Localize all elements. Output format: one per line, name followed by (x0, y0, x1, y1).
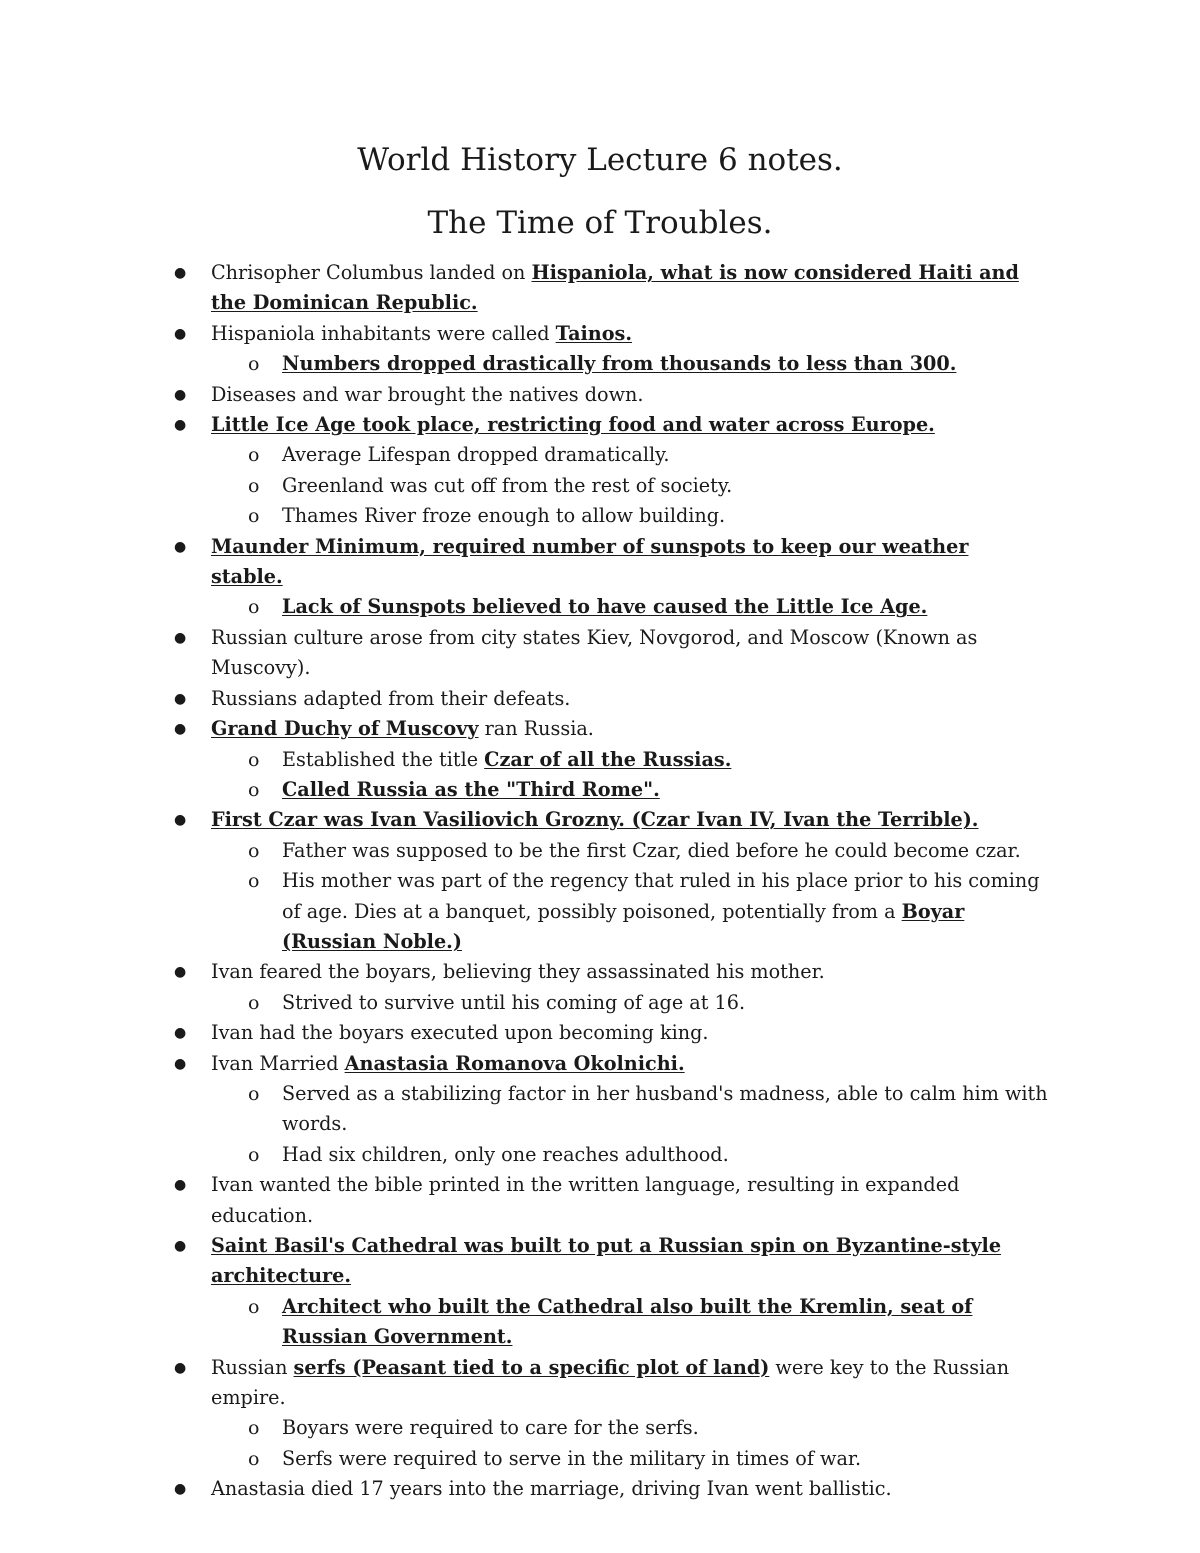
emphasized-text: Tainos. (555, 321, 633, 345)
note-item (0, 258, 1041, 319)
bullet-icon: ● (174, 325, 187, 342)
note-subitem (0, 745, 1052, 775)
note-item (0, 319, 1041, 349)
note-text: Ivan had the boyars executed upon becoming king. (211, 1021, 709, 1045)
note-text: Greenland was cut off from the rest of society. (282, 473, 733, 497)
note-text: Strived to survive until his coming of age at 16. (282, 990, 746, 1014)
note-subitem (0, 1413, 1052, 1443)
note-subitem (0, 1444, 1052, 1474)
bullet-icon: ● (174, 1055, 187, 1072)
note-item (0, 1049, 1041, 1079)
emphasized-text: serfs (Peasant tied to a specific plot of land) (293, 1355, 770, 1379)
sub-bullet-icon: o (248, 839, 260, 862)
bullet-icon: ● (174, 386, 187, 403)
note-item (0, 684, 1041, 714)
note-text: Russian (211, 1355, 294, 1379)
note-text: Serfs were required to serve in the military in times of war. (282, 1446, 862, 1470)
emphasized-text: First Czar was Ivan Vasiliovich Grozny. (Czar Ivan IV, Ivan the Terrible). (211, 808, 979, 832)
note-text: Father was supposed to be the first Czar, died before he could become czar. (282, 838, 1021, 862)
page-title: World History Lecture 6 notes. (357, 142, 843, 178)
bullet-icon: ● (174, 1025, 187, 1042)
note-item (0, 805, 1041, 835)
emphasized-text: Saint Basil's Cathedral was built to put a Russian spin on Byzantine-style architecture. (211, 1234, 1002, 1288)
sub-bullet-icon: o (248, 991, 260, 1014)
bullet-icon: ● (174, 964, 187, 981)
note-text: Thames River froze enough to allow building. (282, 504, 726, 528)
note-text: Ivan wanted the bible printed in the written language, resulting in expanded education. (211, 1173, 960, 1227)
sub-bullet-icon: o (248, 1417, 260, 1440)
note-text: His mother was part of the regency that ruled in his place prior to his coming of age. Dies at a banquet, possibly poisoned, potentially from a (282, 869, 1040, 923)
sub-bullet-icon: o (248, 870, 260, 893)
sub-bullet-icon: o (248, 353, 260, 376)
note-subitem (0, 1292, 1052, 1353)
note-text: Anastasia died 17 years into the marriage, driving Ivan went ballistic. (211, 1477, 892, 1501)
sub-bullet-icon: o (248, 1447, 260, 1470)
sub-bullet-icon: o (248, 1082, 260, 1105)
note-text: Russians adapted from their defeats. (211, 686, 571, 710)
bullet-icon: ● (174, 265, 187, 281)
emphasized-text: Czar of all the Russias. (484, 747, 732, 771)
emphasized-text: Grand Duchy of Muscovy (211, 717, 479, 741)
emphasized-text: Boyar (Russian Noble.) (282, 899, 965, 953)
note-item (0, 532, 1041, 593)
emphasized-text: Called Russia as the "Third Rome". (282, 777, 660, 801)
sub-bullet-icon: o (248, 505, 260, 528)
note-item (0, 957, 1041, 987)
bullet-icon: ● (174, 538, 187, 555)
note-item (0, 380, 1041, 410)
note-text: Ivan feared the boyars, believing they assassinated his mother. (211, 960, 825, 984)
sub-bullet-icon: o (248, 596, 260, 619)
note-text: Ivan Married (211, 1051, 345, 1075)
note-subitem (0, 1079, 1052, 1140)
sub-bullet-icon: o (248, 444, 260, 467)
note-text: were key to the Russian empire. (211, 1355, 1010, 1410)
note-subitem (0, 1140, 1052, 1170)
note-text: Had six children, only one reaches adulthood. (282, 1142, 729, 1166)
bullet-icon: ● (174, 1481, 187, 1498)
notes-list (0, 258, 1200, 1505)
bullet-icon: ● (174, 417, 187, 434)
bullet-icon: ● (174, 690, 187, 707)
emphasized-text: Hispaniola, what is now considered Haiti and the Dominican Republic. (211, 261, 1019, 315)
note-item (0, 410, 1041, 440)
note-text: Boyars were required to care for the serfs. (282, 1416, 699, 1440)
bullet-icon: ● (174, 1177, 187, 1194)
bullet-icon: ● (174, 629, 187, 646)
note-item (0, 1170, 1041, 1231)
sub-bullet-icon: o (248, 778, 260, 801)
note-text: Average Lifespan dropped dramatically. (282, 443, 670, 467)
page-subtitle: The Time of Troubles. (427, 205, 773, 241)
note-text: Hispaniola inhabitants were called (211, 321, 556, 345)
emphasized-text: Lack of Sunspots believed to have caused the Little Ice Age. (282, 595, 928, 619)
note-text: Diseases and war brought the natives down. (211, 382, 644, 406)
bullet-icon: ● (174, 1238, 187, 1254)
sub-bullet-icon: o (248, 1143, 260, 1166)
note-text: Served as a stabilizing factor in her husband's madness, able to calm him with words. (282, 1081, 1048, 1136)
sub-bullet-icon: o (248, 1295, 260, 1318)
note-text: Established the title (282, 747, 485, 771)
emphasized-text: Anastasia Romanova Okolnichi. (344, 1051, 685, 1075)
note-item (0, 1231, 1041, 1292)
bullet-icon: ● (174, 812, 187, 829)
emphasized-text: Numbers dropped drastically from thousands to less than 300. (282, 352, 957, 376)
note-subitem (0, 836, 1052, 866)
note-subitem (0, 501, 1052, 531)
note-subitem (0, 471, 1052, 501)
sub-bullet-icon: o (248, 748, 260, 771)
note-item (0, 714, 1041, 744)
note-text: ran Russia. (478, 717, 594, 741)
emphasized-text: Maunder Minimum, required number of sunspots to keep our weather stable. (211, 534, 969, 589)
note-subitem (0, 440, 1052, 470)
emphasized-text: Architect who built the Cathedral also built the Kremlin, seat of Russian Government. (282, 1294, 973, 1349)
note-item (0, 623, 1041, 684)
note-subitem (0, 775, 1052, 805)
note-subitem (0, 866, 1052, 957)
note-text: Chrisopher Columbus landed on (211, 261, 532, 284)
note-item (0, 1353, 1041, 1414)
emphasized-text: Little Ice Age took place, restricting food and water across Europe. (211, 413, 935, 437)
note-subitem (0, 349, 1052, 379)
note-subitem (0, 592, 1052, 622)
note-item (0, 1018, 1041, 1048)
sub-bullet-icon: o (248, 474, 260, 497)
bullet-icon: ● (174, 721, 187, 738)
note-subitem (0, 988, 1052, 1018)
note-text: Russian culture arose from city states Kiev, Novgorod, and Moscow (Known as Muscovy). (211, 625, 978, 680)
note-item (0, 1474, 1041, 1504)
bullet-icon: ● (174, 1359, 187, 1376)
